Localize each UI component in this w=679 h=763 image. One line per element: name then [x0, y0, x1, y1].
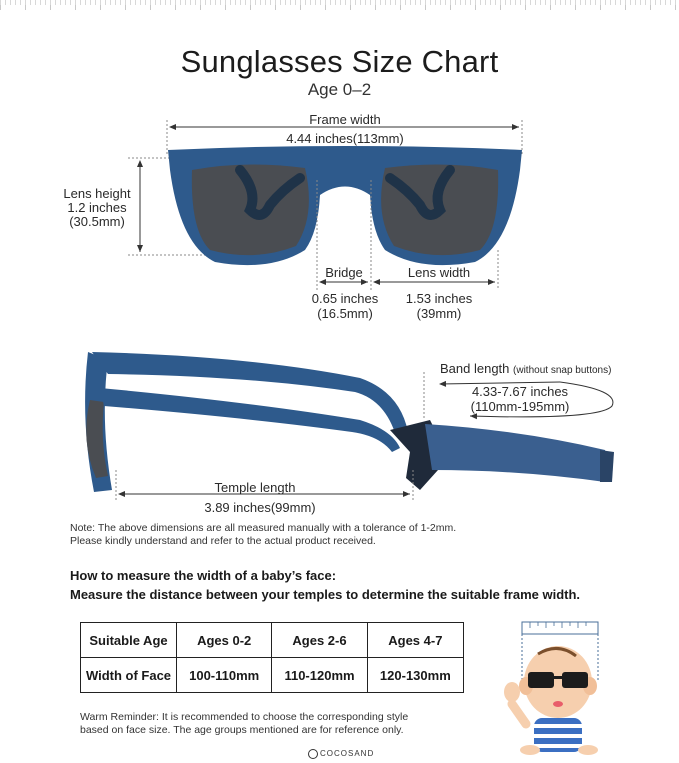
baby-illustration — [500, 620, 610, 755]
tolerance-note-line2: Please kindly understand and refer to the actual product received. — [70, 535, 376, 547]
frame-width-label: Frame width — [309, 112, 381, 127]
warm-reminder-line2: based on face size. The age groups mentioned are for reference only. — [80, 724, 404, 736]
bridge-inches: 0.65 inches — [311, 291, 379, 306]
brand-logo-icon — [308, 749, 318, 759]
band-length-mm: (110mm-195mm) — [470, 399, 570, 414]
size-table — [80, 622, 464, 693]
lens-height-inches: 1.2 inches — [67, 200, 127, 215]
page-title: Sunglasses Size Chart — [180, 44, 499, 79]
band-length-inches: 4.33-7.67 inches — [471, 384, 569, 399]
bridge-mm: (16.5mm) — [317, 306, 373, 321]
bridge-label: Bridge — [325, 265, 363, 280]
page-subtitle: Age 0–2 — [307, 80, 372, 99]
table-header-cell: Ages 2-6 — [272, 623, 367, 658]
table-row — [81, 658, 464, 693]
lens-height-mm: (30.5mm) — [69, 214, 125, 229]
lens-width-label: Lens width — [407, 265, 471, 280]
table-cell: 100-110mm — [177, 658, 272, 693]
howto-heading: How to measure the width of a baby’s face: — [70, 568, 337, 583]
howto-instruction: Measure the distance between your temples to determine the suitable frame width. — [70, 587, 581, 602]
lens-width-mm: (39mm) — [416, 306, 462, 321]
table-cell: 110-120mm — [272, 658, 367, 693]
brand-logo — [308, 748, 388, 760]
table-cell: 120-130mm — [367, 658, 463, 693]
table-header-cell: Ages 4-7 — [367, 623, 463, 658]
band-length-label: Band length (without snap buttons) — [440, 361, 612, 376]
warm-reminder-line1: Warm Reminder: It is recommended to choose the corresponding style — [80, 711, 409, 723]
table-header-cell: Ages 0-2 — [177, 623, 272, 658]
lens-height-label: Lens height — [63, 186, 131, 201]
tolerance-note-line1: Note: The above dimensions are all measured manually with a tolerance of 1-2mm. — [70, 522, 457, 534]
brand-name: COCOSAND — [320, 749, 375, 758]
table-header-cell: Suitable Age — [81, 623, 177, 658]
lens-width-inches: 1.53 inches — [405, 291, 473, 306]
table-cell: Width of Face — [81, 658, 177, 693]
temple-length-label: Temple length — [214, 480, 296, 495]
frame-width-value: 4.44 inches(113mm) — [286, 131, 404, 146]
table-row — [81, 623, 464, 658]
temple-length-value: 3.89 inches(99mm) — [204, 500, 316, 515]
